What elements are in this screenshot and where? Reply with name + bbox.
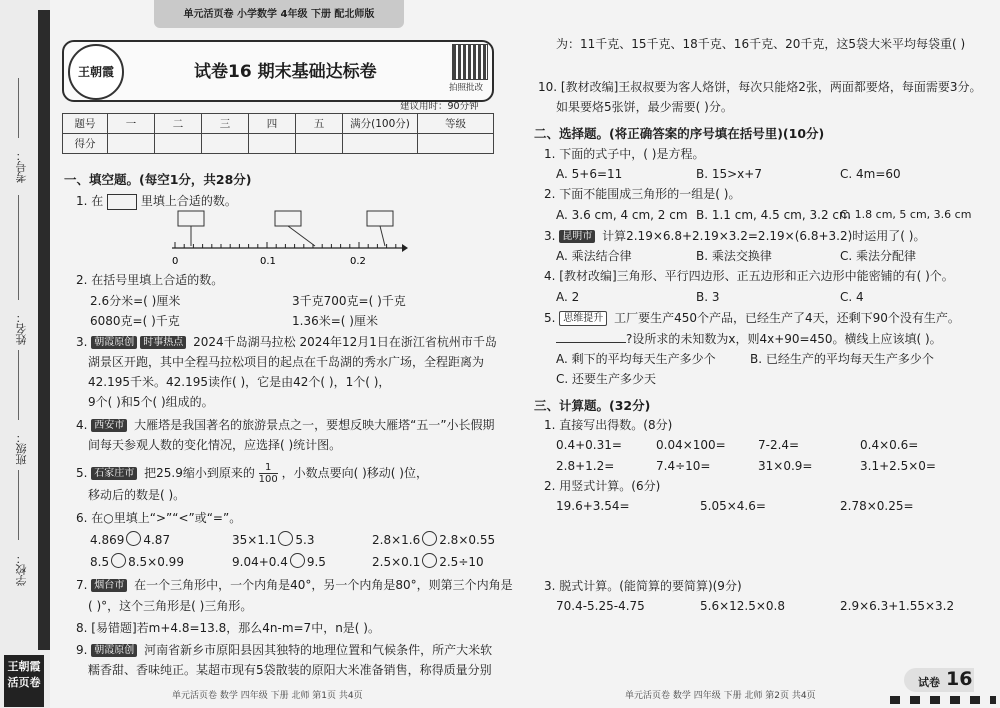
score-cell[interactable]	[155, 134, 202, 154]
divider	[18, 78, 19, 138]
choice-option[interactable]: A. 2	[556, 290, 580, 304]
q3-line-3: 42.195千米。42.195读作( )，它是由42个( )，1个( )，	[88, 375, 391, 389]
q2-stem: 2. 在括号里填上合适的数。	[76, 273, 224, 287]
cmp-right: 4.87	[143, 533, 171, 547]
divider	[18, 350, 19, 420]
score-header-row	[63, 114, 494, 134]
answer-box[interactable]	[107, 194, 137, 210]
q9-text: 河南省新乡市原阳县因其独特的地理位置和气候条件，所产大米软	[144, 643, 493, 657]
q5-line-2: 移动后的数是( )。	[88, 488, 186, 502]
choice-option[interactable]: C. 还要生产多少天	[556, 372, 657, 386]
brand-bottom: 活页卷	[7, 676, 41, 689]
answer-box[interactable]	[178, 211, 204, 226]
q9-line-2: 糯香甜、香味纯正。某超市现有5袋散装的原阳大米准备销售，称得质量分别	[88, 663, 492, 677]
q4-line-1	[76, 417, 495, 433]
compare-circle[interactable]	[126, 531, 141, 546]
q7-line-1	[76, 577, 513, 593]
cmp-left: 9.04+0.4	[232, 555, 288, 569]
q3-line-4: 9个( )和5个( )组成的。	[88, 395, 214, 409]
q6-row-2b	[232, 553, 326, 570]
score-cell[interactable]	[296, 134, 343, 154]
title-box	[62, 40, 494, 102]
choice-3-stem	[544, 228, 925, 244]
binding-edge	[38, 10, 50, 650]
score-cell[interactable]	[249, 134, 296, 154]
calc-2-stem: 2. 用竖式计算。(6分)	[544, 479, 661, 493]
field-school: 学校：	[15, 553, 28, 586]
calc-item: 2.9×6.3+1.55×3.2	[840, 599, 955, 613]
tick-label: 0.2	[350, 256, 366, 267]
choice-option[interactable]: A. 3.6 cm, 4 cm, 2 cm	[556, 208, 688, 222]
cmp-left: 2.8×1.6	[372, 533, 421, 547]
axis-arrow	[402, 244, 408, 252]
q6-row-2c	[372, 553, 484, 570]
corner-badge	[904, 668, 974, 692]
calc-item: 2.8+1.2=	[556, 459, 615, 473]
qr-code-icon	[452, 44, 488, 80]
calc-item: 5.05×4.6=	[700, 499, 766, 513]
choice-option[interactable]: B. 15>x+7	[696, 167, 762, 181]
divider	[18, 195, 19, 300]
page-title: 试卷16 期末基础达标卷	[194, 62, 377, 82]
score-header-cell: 一	[108, 114, 155, 134]
tag-badge: 时事热点	[140, 336, 186, 349]
score-header-cell: 等级	[418, 114, 494, 134]
q1-tail: 里填上合适的数。	[140, 194, 237, 208]
q2-d: 1.36米=( )厘米	[292, 314, 378, 328]
q3-line-2: 湖景区开跑，其中全程马拉松项目的起点在千岛湖的秀水广场，全程距离为	[88, 355, 485, 369]
banner-text: 单元活页卷 小学数学 4年级 下册 配北师版	[183, 9, 375, 20]
score-header-cell: 满分(100分)	[343, 114, 418, 134]
page-footer-left: 单元活页卷 数学 四年级 下册 北师 第1页 共4页	[172, 691, 363, 701]
q4-line-2: 间每天参观人数的变化情况，应选择( )统计图。	[88, 438, 342, 452]
q3-line-1	[76, 334, 497, 350]
q5-line-1	[76, 462, 428, 485]
score-header-cell: 五	[296, 114, 343, 134]
c3-number: 3.	[544, 229, 556, 243]
pointer-arrow	[380, 226, 385, 246]
choice-option[interactable]: B. 已经生产的平均每天生产多少个	[750, 352, 934, 366]
q9-continued: 为：11千克、15千克、18千克、16千克、20千克，这5袋大米平均每袋重( )	[556, 37, 966, 51]
cmp-left: 8.5	[90, 555, 110, 569]
choice-option[interactable]: C. 乘法分配律	[840, 249, 917, 263]
choice-5-stem	[544, 310, 960, 326]
q6-row-2	[90, 553, 184, 570]
number-line	[160, 208, 410, 270]
q10-line-2: 如果要烙5张饼，最少需要( )分。	[556, 100, 733, 114]
field-class: 班级：	[15, 432, 28, 465]
tag-badge: 烟台市	[91, 579, 127, 592]
field-exam-number: 考号：	[15, 150, 28, 183]
cmp-right: 5.3	[295, 533, 315, 547]
cmp-right: 9.5	[306, 555, 326, 569]
q6-stem: 6. 在○里填上“>”“<”或“=”。	[76, 511, 242, 525]
q9-line-1	[76, 642, 492, 658]
choice-4-stem: 4. [教材改编]三角形、平行四边形、正五边形和正六边形中能密铺的有( )个。	[544, 269, 954, 283]
score-cell[interactable]	[108, 134, 155, 154]
score-header-cell: 四	[249, 114, 296, 134]
q3-number: 3.	[76, 335, 88, 349]
compare-circle[interactable]	[422, 531, 437, 546]
choice-5-line-2	[556, 330, 942, 347]
q5-number: 5.	[76, 466, 88, 480]
corner-label: 试卷	[918, 676, 940, 689]
q5-post: ，小数点要向( )移动( )位，	[281, 466, 428, 480]
edge-marks	[890, 696, 996, 704]
score-header-cell: 三	[202, 114, 249, 134]
calc-item: 7-2.4=	[758, 438, 800, 452]
choice-option[interactable]: C. 4	[840, 290, 864, 304]
q8-text: [易错题]若m+4.8=13.8，那么4n-m=7中，n是( )。	[91, 621, 380, 635]
q7-line-2: ( )°，这个三角形是( )三角形。	[88, 599, 253, 613]
tag-badge: 朝霞原创	[91, 644, 137, 657]
calc-item: 0.04×100=	[656, 438, 726, 452]
calc-item: 19.6+3.54=	[556, 499, 630, 513]
choice-option[interactable]: C. 1.8 cm, 5 cm, 3.6 cm	[840, 208, 972, 221]
pointer-arrow	[288, 226, 315, 246]
compare-circle[interactable]	[422, 553, 437, 568]
score-header-cell: 二	[155, 114, 202, 134]
q6-row-1c	[372, 531, 495, 548]
tag-badge: 昆明市	[559, 230, 595, 243]
calc-item: 2.78×0.25=	[840, 499, 914, 513]
cmp-right: 8.5×0.99	[128, 555, 184, 569]
c5-text-2: ?设所求的未知数为x，则4x+90=450。横线上应该填( )。	[626, 332, 942, 346]
tag-badge: 朝霞原创	[91, 336, 137, 349]
c3-text: 计算2.19×6.8+2.19×3.2=2.19×(6.8+3.2)时运用了( )。	[602, 229, 926, 243]
choice-2-stem: 2. 下面不能围成三角形的一组是( )。	[544, 187, 741, 201]
score-header-cell: 题号	[63, 114, 108, 134]
answer-blank[interactable]	[556, 330, 626, 343]
calc-item: 5.6×12.5×0.8	[700, 599, 785, 613]
calc-item: 7.4÷10=	[656, 459, 711, 473]
tag-badge: 思维提升	[559, 311, 607, 326]
q9-number: 9.	[76, 643, 88, 657]
tick-label: 0	[172, 256, 179, 267]
choice-option[interactable]: A. 乘法结合律	[556, 249, 632, 263]
c5-text: 工厂要生产450个产品，已经生产了4天，还剩下90个没有生产。	[614, 311, 960, 325]
calc-item: 3.1+2.5×0=	[860, 459, 936, 473]
score-cell[interactable]	[202, 134, 249, 154]
score-row-label: 得分	[63, 134, 108, 154]
cmp-left: 4.869	[90, 533, 125, 547]
time-hint: 建议用时：90分钟	[400, 101, 479, 112]
page-footer-right: 单元活页卷 数学 四年级 下册 北师 第2页 共4页	[625, 691, 816, 701]
cmp-right: 2.8×0.55	[439, 533, 496, 547]
field-name: 姓名：	[15, 312, 28, 345]
c5-number: 5.	[544, 311, 556, 325]
q4-text: 大雁塔是我国著名的旅游景点之一，要想反映大雁塔“五一”小长假期	[134, 418, 495, 432]
answer-box[interactable]	[367, 211, 393, 226]
tag-badge: 西安市	[91, 419, 127, 432]
calc-item: 0.4+0.31=	[556, 438, 622, 452]
brand-block	[4, 655, 44, 707]
q5-pre: 把25.9缩小到原来的	[144, 466, 255, 480]
choice-option[interactable]: B. 3	[696, 290, 720, 304]
calc-1-stem: 1. 直接写出得数。(8分)	[544, 418, 673, 432]
tick-group	[175, 242, 396, 248]
compare-circle[interactable]	[290, 553, 305, 568]
q2-b: 3千克700克=( )千克	[292, 294, 406, 308]
brand-logo	[68, 44, 124, 100]
q7-text: 在一个三角形中，一个内角是40°，另一个内角是80°，则第三个内角是	[134, 578, 513, 592]
choice-option[interactable]: B. 1.1 cm, 4.5 cm, 3.2 cm	[696, 208, 851, 222]
q8	[76, 620, 380, 636]
score-row	[63, 134, 494, 154]
cmp-right: 2.5÷10	[439, 555, 484, 569]
fraction-numerator: 1	[259, 462, 278, 474]
q8-number: 8.	[76, 621, 88, 635]
tag-badge: 石家庄市	[91, 467, 137, 480]
logo-text: 王朝霞	[77, 65, 114, 79]
divider	[18, 470, 19, 540]
choice-option[interactable]: A. 5+6=11	[556, 167, 623, 181]
cmp-left: 2.5×0.1	[372, 555, 421, 569]
qr-label: 拍照批改	[449, 83, 484, 93]
answer-box[interactable]	[275, 211, 301, 226]
section-3-title: 三、计算题。(32分)	[534, 398, 651, 413]
tick-label: 0.1	[260, 256, 276, 267]
compare-circle[interactable]	[111, 553, 126, 568]
q1-label: 1. 在	[76, 194, 104, 208]
score-cell[interactable]	[343, 134, 418, 154]
compare-circle[interactable]	[278, 531, 293, 546]
q3-text: 2024千岛湖马拉松 2024年12月1日在浙江省杭州市千岛	[193, 335, 497, 349]
score-cell[interactable]	[418, 134, 494, 154]
calc-item: 0.4×0.6=	[860, 438, 919, 452]
q10-line-1: 10. [教材改编]王叔叔要为客人烙饼，每次只能烙2张，两面都要烙，每面需要3分。	[538, 80, 982, 94]
choice-1-stem: 1. 下面的式子中，( )是方程。	[544, 147, 705, 161]
choice-option[interactable]: B. 乘法交换律	[696, 249, 772, 263]
score-table	[62, 113, 494, 154]
section-2-title: 二、选择题。(将正确答案的序号填在括号里)(10分)	[534, 126, 825, 141]
q2-c: 6080克=( )千克	[90, 314, 180, 328]
choice-option[interactable]: C. 4m=60	[840, 167, 901, 181]
calc-item: 31×0.9=	[758, 459, 813, 473]
brand-top: 王朝霞	[7, 660, 41, 673]
q6-row-1	[90, 531, 170, 548]
fraction	[259, 462, 278, 485]
q7-number: 7.	[76, 578, 88, 592]
calc-item: 70.4-5.25-4.75	[556, 599, 645, 613]
calc-3-stem: 3. 脱式计算。(能简算的要简算)(9分)	[544, 579, 742, 593]
q2-a: 2.6分米=( )厘米	[90, 294, 181, 308]
corner-number: 16	[946, 668, 973, 690]
series-banner	[154, 0, 404, 28]
cmp-left: 35×1.1	[232, 533, 277, 547]
q4-number: 4.	[76, 418, 88, 432]
q6-row-1b	[232, 531, 315, 548]
section-1-title: 一、填空题。(每空1分，共28分)	[64, 172, 252, 187]
fraction-denominator: 100	[258, 474, 278, 485]
choice-option[interactable]: A. 剩下的平均每天生产多少个	[556, 352, 716, 366]
